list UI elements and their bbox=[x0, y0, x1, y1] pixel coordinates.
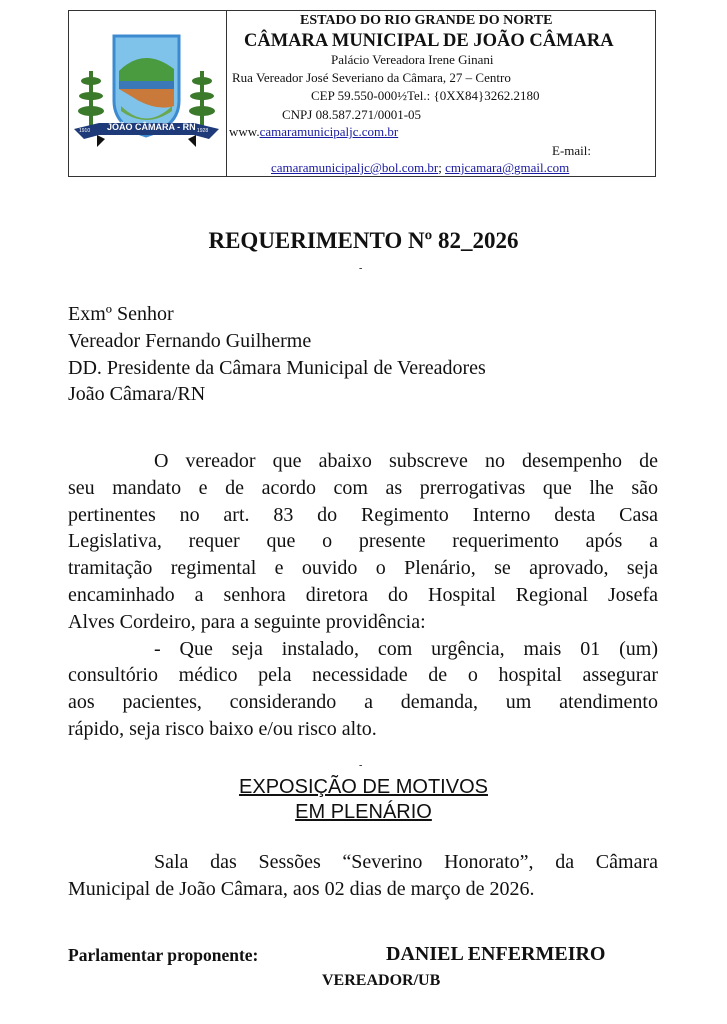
logo-banner-text: JOÃO CÂMARA - RN bbox=[107, 122, 196, 132]
text-line: aos pacientes, considerando a demanda, um atendimento bbox=[68, 691, 658, 714]
text-line: seu mandato e de acordo com as prerrogativas que lhe são bbox=[68, 476, 658, 499]
text-line: Legislativa, requer que o presente requerimento após a bbox=[68, 530, 658, 553]
text-line: rápido, seja risco baixo e/ou risco alto. bbox=[68, 717, 377, 740]
addressee-line: João Câmara/RN bbox=[68, 383, 206, 406]
email-label: E-mail: bbox=[552, 143, 591, 158]
text-line: Sala das Sessões “Severino Honorato”, da Câmara bbox=[154, 851, 658, 873]
state-name: ESTADO DO RIO GRANDE DO NORTE bbox=[300, 13, 553, 28]
text-line: consultório médico pela necessidade de o hospital assegurar bbox=[68, 664, 658, 687]
cnpj: CNPJ 08.587.271/0001-05 bbox=[282, 107, 422, 122]
text-line: O vereador que abaixo subscreve no desempenho de bbox=[154, 450, 658, 472]
text-line: Alves Cordeiro, para a seguinte providência: bbox=[68, 610, 426, 633]
heading-line: EXPOSIÇÃO DE MOTIVOS bbox=[239, 776, 488, 798]
addressee-block bbox=[68, 301, 658, 408]
email-link-2[interactable]: cmjcamara@gmail.com bbox=[445, 160, 570, 175]
addressee-line: Exmº Senhor bbox=[68, 303, 174, 325]
website-link[interactable]: camaramunicipaljc.com.br bbox=[259, 124, 399, 139]
text-line: Municipal de João Câmara, aos 02 dias de março de 2026. bbox=[68, 877, 535, 900]
text-line: tramitação regimental e ouvido o Plenário, se aprovado, seja bbox=[68, 557, 658, 580]
text-line: - Que seja instalado, com urgência, mais 01 (um) bbox=[154, 637, 658, 660]
addressee-line: Vereador Fernando Guilherme bbox=[68, 329, 312, 352]
signature-role: VEREADOR/UB bbox=[322, 972, 441, 989]
text-line: pertinentes no art. 83 do Regimento Interno desta Casa bbox=[68, 503, 658, 526]
cep-phone: CEP 59.550-000½Tel.: {0XX84}3262.2180 bbox=[311, 88, 540, 103]
coat-of-arms-logo bbox=[69, 11, 227, 176]
logo-year-left: 1910 bbox=[79, 128, 91, 134]
signature-name: DANIEL ENFERMEIRO bbox=[386, 943, 606, 965]
dash-mark: - bbox=[359, 760, 363, 771]
signature-label: Parlamentar proponente: bbox=[68, 945, 259, 965]
letterhead bbox=[68, 10, 656, 177]
heading-line: EM PLENÁRIO bbox=[295, 801, 432, 823]
dash-mark: - bbox=[359, 263, 363, 274]
chamber-name: CÂMARA MUNICIPAL DE JOÃO CÂMARA bbox=[244, 31, 614, 51]
address: Rua Vereador José Severiano da Câmara, 27 – Centro bbox=[232, 70, 511, 85]
email-link-1[interactable]: camaramunicipaljc@bol.com.br bbox=[271, 160, 439, 175]
exposicao-heading bbox=[0, 775, 727, 825]
palace-name: Palácio Vereadora Irene Ginani bbox=[331, 52, 494, 67]
email-separator: ; bbox=[438, 160, 442, 175]
www-prefix: www. bbox=[229, 124, 260, 139]
addressee-line: DD. Presidente da Câmara Municipal de Vereadores bbox=[68, 356, 486, 379]
body-paragraph-1 bbox=[68, 448, 658, 743]
closing-paragraph bbox=[68, 849, 658, 903]
logo-year-right: 1928 bbox=[197, 128, 209, 134]
document-title: REQUERIMENTO Nº 82_2026 bbox=[208, 228, 519, 253]
text-line: encaminhado a senhora diretora do Hospital Regional Josefa bbox=[68, 583, 658, 606]
